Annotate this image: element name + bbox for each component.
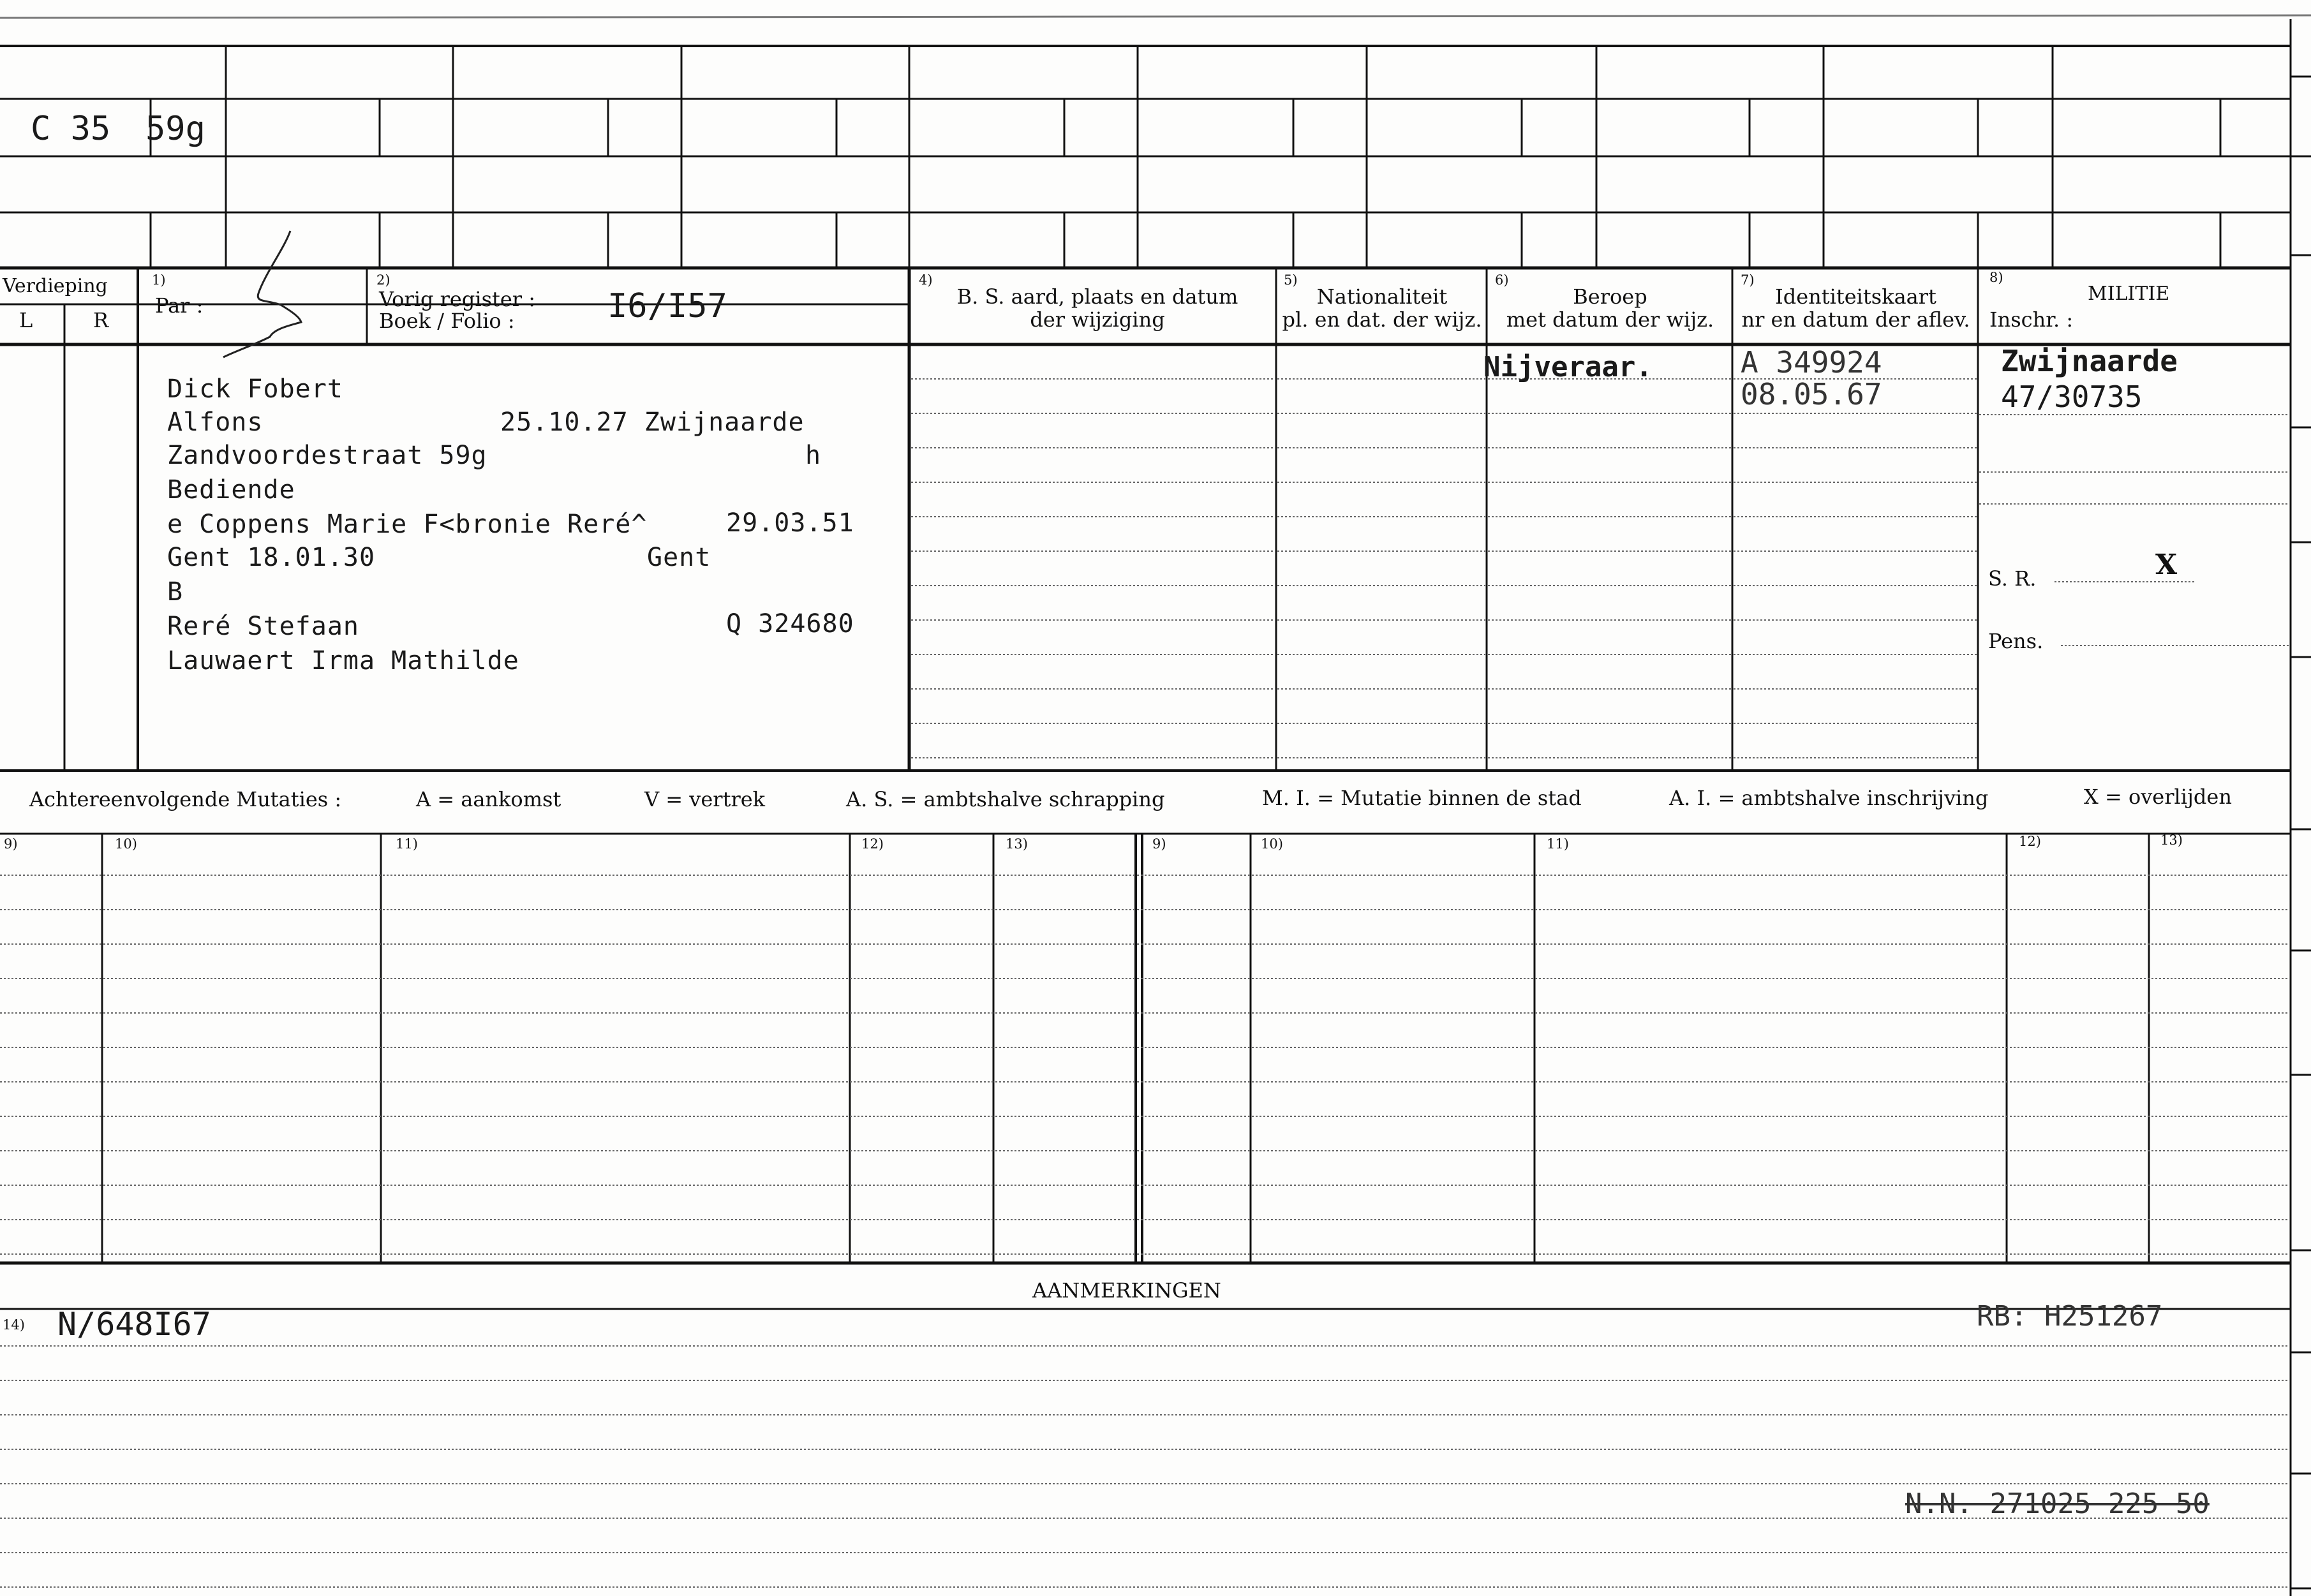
par-label: Par : (155, 293, 204, 318)
status-letter: B (167, 577, 184, 607)
legend-removal: A. S. = ambtshalve schrapping (846, 787, 1165, 811)
remark-note: N/648I67 (57, 1306, 211, 1343)
legend-registration: A. I. = ambtshalve inschrijving (1669, 786, 1989, 810)
field-number-6: 6) (1495, 272, 1509, 288)
field-number-5: 5) (1284, 272, 1298, 288)
mutation-col-11b: 11) (1547, 836, 1569, 852)
id-date: 08.05.67 (1741, 377, 1882, 411)
spouse-birthplace: Gent (647, 543, 711, 572)
sr-value: X (2155, 549, 2178, 581)
militie-label: MILITIE (2088, 283, 2170, 305)
mutation-col-10b: 10) (1261, 836, 1283, 852)
legend-departure: V = vertrek (644, 787, 766, 811)
field-number-1: 1) (152, 272, 166, 288)
mutations-title: Achtereenvolgende Mutaties : (29, 787, 342, 811)
register-value: I6/I57 (607, 287, 727, 325)
person-address: Zandvoordestraat 59g (167, 441, 487, 470)
field-number-7: 7) (1741, 272, 1755, 288)
beroep-line2: met datum der wijz. (1506, 307, 1714, 332)
floor-r-label: R (93, 308, 109, 332)
mutation-col-10: 10) (115, 836, 137, 852)
militie-place: Zwijnaarde (2001, 344, 2178, 378)
verdieping-label: Verdieping (3, 275, 108, 297)
bs-header-line2: der wijziging (1030, 307, 1165, 332)
person-occupation: Bediende (167, 475, 295, 505)
beroep-line1: Beroep (1573, 284, 1647, 309)
marriage-date: 29.03.51 (726, 508, 854, 538)
spouse-birth: Gent 18.01.30 (167, 543, 376, 572)
vorig-register-label: Vorig register : (379, 287, 536, 311)
person-address-mark: h (805, 441, 822, 470)
mutation-col-12: 12) (861, 836, 884, 852)
id-number: A 349924 (1741, 345, 1882, 380)
field-number-8: 8) (1989, 270, 2003, 285)
boek-folio-label: Boek / Folio : (379, 309, 515, 333)
identiteitskaart-line1: Identiteitskaart (1775, 284, 1936, 309)
person-name: Dick Fobert (167, 374, 343, 404)
legend-internal: M. I. = Mutatie binnen de stad (1262, 786, 1582, 810)
father-name: Reré Stefaan (167, 612, 359, 641)
remarks-title: AANMERKINGEN (1032, 1278, 1221, 1303)
house-number: 59g (145, 110, 205, 148)
inschr-label: Inschr. : (1989, 307, 2074, 332)
field-number-4: 4) (919, 272, 933, 288)
handwritten-mark (223, 231, 301, 357)
spouse-name: e Coppens Marie F<bronie Reré^ (167, 510, 648, 539)
mutation-col-13: 13) (1006, 836, 1028, 852)
bs-header-line1: B. S. aard, plaats en datum (956, 284, 1238, 309)
reference-number: Q 324680 (726, 609, 854, 639)
remark-nn: N.N. 271025 225 50 (1905, 1488, 2210, 1520)
person-birth: 25.10.27 Zwijnaarde (500, 408, 805, 437)
card-code: C 35 (31, 110, 111, 148)
militie-number: 47/30735 (2001, 380, 2143, 414)
identiteitskaart-line2: nr en datum der aflev. (1741, 307, 1970, 332)
field-number-14: 14) (3, 1317, 25, 1333)
beroep-value: Nijveraar. (1483, 351, 1653, 383)
sr-label: S. R. (1988, 566, 2037, 591)
mutation-col-12b: 12) (2019, 834, 2041, 849)
field-number-2: 2) (376, 272, 390, 288)
nationaliteit-line2: pl. en dat. der wijz. (1282, 307, 1482, 332)
person-first-name: Alfons (167, 408, 264, 437)
remark-rb: RB: H251267 (1977, 1300, 2163, 1333)
mutation-col-9b: 9) (1152, 836, 1166, 852)
mutation-col-11: 11) (396, 836, 418, 852)
mutation-col-9: 9) (4, 836, 18, 852)
pens-label: Pens. (1988, 629, 2044, 653)
nationaliteit-line1: Nationaliteit (1316, 284, 1448, 309)
legend-arrival: A = aankomst (416, 787, 561, 811)
legend-death: X = overlijden (2084, 785, 2232, 809)
mother-name: Lauwaert Irma Mathilde (167, 646, 519, 676)
floor-l-label: L (19, 308, 33, 332)
mutation-col-13b: 13) (2160, 832, 2183, 848)
